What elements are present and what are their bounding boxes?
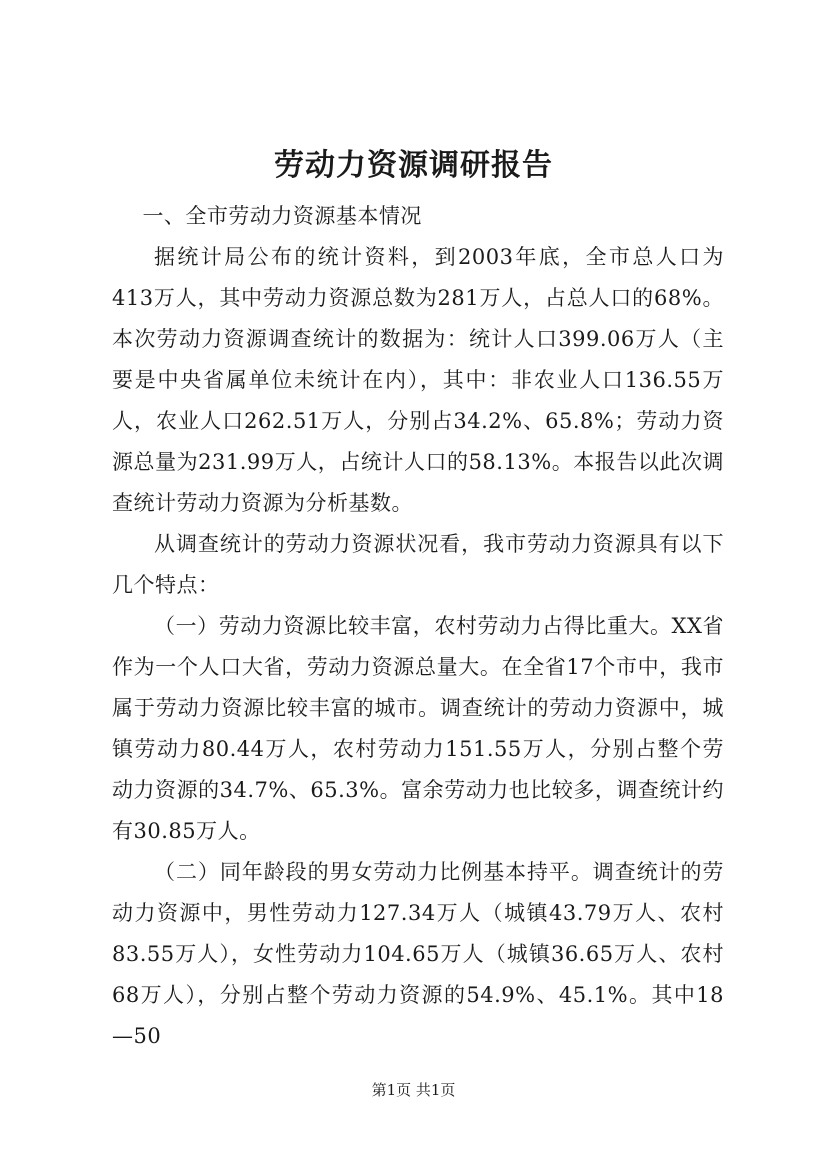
paragraph-features-intro: 从调查统计的劳动力资源状况看，我市劳动力资源具有以下几个特点： [112, 532, 724, 597]
paragraph-feature-2: （二）同年龄段的男女劳动力比例基本持平。调查统计的劳动力资源中，男性劳动力127.34万人（城镇43.79万人、农村83.55万人），女性劳动力104.65万人（城镇36.65万人、农村68万人），分别占整个劳动力资源的54.9%、45.1%。其中18—50 [112, 860, 724, 1048]
document-title: 劳动力资源调研报告 [274, 148, 553, 183]
section-heading: 一、全市劳动力资源基本情况 [142, 204, 422, 228]
paragraph-feature-1: （一）劳动力资源比较丰富，农村劳动力占得比重大。XX省作为一个人口大省，劳动力资源总量大。在全省17个市中，我市属于劳动力资源比较丰富的城市。调查统计的劳动力资源中，城镇劳动力80.44万人，农村劳动力151.55万人，分别占整个劳动力资源的34.7%、65.3%。富余劳动力也比较多，调查统计约有30.85万人。 [112, 614, 724, 843]
page-footer: 第1页 共1页 [371, 1081, 456, 1099]
document-body [112, 196, 724, 1057]
paragraph-statistics: 据统计局公布的统计资料，到2003年底，全市总人口为413万人，其中劳动力资源总数为281万人，占总人口的68%。本次劳动力资源调查统计的数据为：统计人口399.06万人（主要是中央省属单位未统计在内），其中：非农业人口136.55万人，农业人口262.51万人，分别占34.2%、65.8%；劳动力资源总量为231.99万人，占统计人口的58.13%。本报告以此次调查统计劳动力资源为分析基数。 [112, 245, 724, 515]
